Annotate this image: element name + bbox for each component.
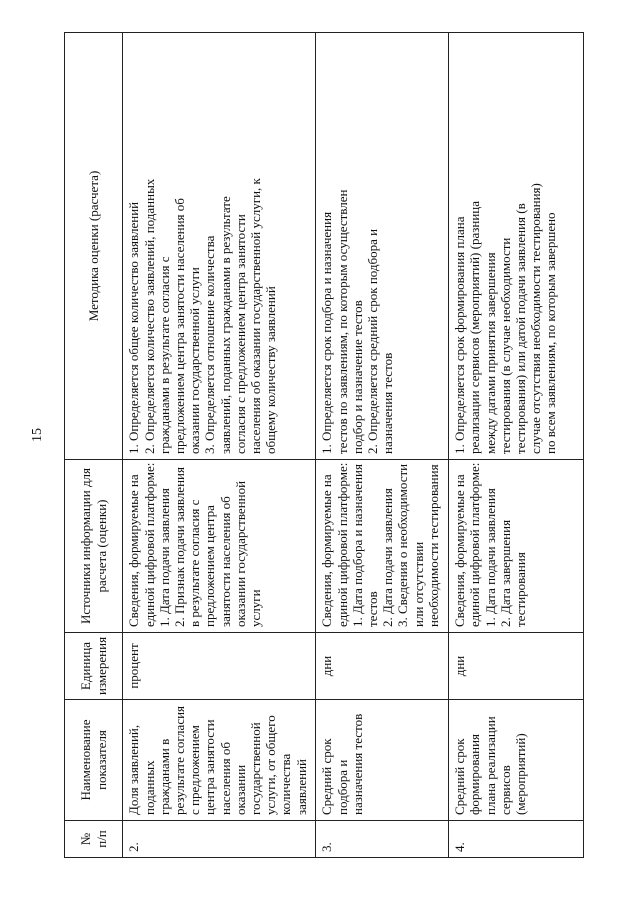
text-line: оказании государственной	[232, 480, 248, 627]
header-unit-line: измерения	[93, 636, 109, 695]
text-line: согласия с предложением центра занятости	[232, 214, 248, 454]
header-name	[65, 700, 123, 821]
text-line: гражданами в результате согласия с	[156, 256, 172, 454]
text-line: 1. Определяется срок подбора и назначения	[319, 211, 335, 454]
table-header-row	[65, 33, 123, 858]
text-line: 1. Дата подачи заявления	[482, 488, 498, 627]
text-line: гражданами в	[156, 738, 172, 815]
text-line: 2. Дата подачи заявления	[380, 488, 396, 627]
text-line: 1. Определяется срок формирования плана	[452, 216, 468, 454]
text-line: сервисов	[497, 765, 513, 815]
text-line: между датами принятия завершения	[482, 252, 498, 454]
text-line: тестов	[365, 591, 381, 627]
text-line: населения об оказании государственной услуги, к	[247, 178, 263, 454]
text-line: количества	[278, 753, 294, 815]
header-method	[65, 33, 123, 460]
text-line: оказании государственной услуги	[187, 267, 203, 454]
text-line: 2. Дата завершения	[497, 519, 513, 627]
text-line: государственной	[247, 722, 263, 815]
text-line: подбор и назначение тестов	[349, 300, 365, 454]
text-line: случае отсутствия необходимости тестирования)	[528, 183, 544, 454]
text-line: занятости населения об	[217, 496, 233, 627]
text-line: Доля заявлений,	[126, 724, 142, 815]
text-line: 2. Определяется количество заявлений, поданных	[141, 178, 157, 454]
information-source	[449, 460, 584, 633]
header-source-line: расчета (оценки)	[93, 499, 109, 593]
text-line: с предложением	[187, 725, 203, 815]
text-line: реализации сервисов (мероприятий) (разница	[467, 200, 483, 454]
text-line: 2. Признак подачи заявления	[171, 467, 187, 627]
header-num	[65, 821, 123, 858]
text-line: назначения тестов	[349, 713, 365, 815]
text-line: предложением центра	[202, 505, 218, 627]
text-line: поданных	[141, 760, 157, 815]
unit-of-measure: процент	[123, 633, 316, 700]
text-line: тестирования	[513, 552, 529, 627]
header-source	[65, 460, 123, 633]
text-line: центра занятости	[202, 719, 218, 815]
indicators-table	[64, 32, 584, 858]
text-line: по всем заявлениям, по которым завершено	[543, 212, 559, 454]
calculation-method	[316, 33, 449, 460]
row-number: 2.	[123, 821, 316, 858]
information-source	[123, 460, 316, 633]
text-line: результате согласия	[171, 705, 187, 815]
text-line: общему количеству заявлений	[263, 286, 279, 454]
header-num-line: №	[78, 832, 94, 846]
text-line: 2. Определяется средний срок подбора и	[365, 228, 381, 454]
text-line: необходимости тестирования	[425, 464, 441, 627]
text-line: единой цифровой платформе:	[141, 462, 157, 627]
table-row	[316, 33, 449, 858]
text-line: заявлений	[293, 759, 309, 815]
text-line: 1. Дата подбора и назначения	[349, 464, 365, 627]
text-line: заявлений, поданных гражданами в результате	[217, 196, 233, 454]
text-line: в результате согласия с	[187, 499, 203, 627]
header-unit	[65, 633, 123, 700]
text-line: назначения тестов	[380, 352, 396, 454]
header-num-line: п/п	[93, 830, 109, 848]
text-line: оказании	[232, 764, 248, 815]
header-name-line: Наименование	[78, 719, 94, 801]
text-line: плана реализации	[482, 716, 498, 815]
calculation-method	[123, 33, 316, 460]
text-line: 3. Определяется отношение количества	[202, 235, 218, 454]
text-line: 1. Дата подачи заявления	[156, 488, 172, 627]
table-row	[123, 33, 316, 858]
text-line: тестирования (в случае необходимости	[497, 237, 513, 454]
text-line: подбора и	[334, 759, 350, 815]
text-line: единой цифровой платформе:	[334, 462, 350, 627]
header-method-line: Методика оценки (расчета)	[86, 170, 102, 322]
information-source	[316, 460, 449, 633]
indicator-name	[449, 700, 584, 821]
table-row	[449, 33, 584, 858]
row-number: 3.	[316, 821, 449, 858]
text-line: тестов по заявлениям, по которым осуществлен	[334, 189, 350, 454]
text-line: услуги	[247, 589, 263, 627]
text-line: Сведения, формируемые на	[452, 474, 468, 627]
text-line: населения об	[217, 742, 233, 815]
text-line: 3. Сведения о необходимости	[395, 463, 411, 627]
indicator-name	[316, 700, 449, 821]
header-unit-line: Единица	[78, 641, 94, 691]
text-line: Сведения, формируемые на	[126, 474, 142, 627]
text-line: (мероприятий)	[513, 733, 529, 815]
text-line: Сведения, формируемые на	[319, 474, 335, 627]
row-number: 4.	[449, 821, 584, 858]
page-number: 15	[30, 428, 45, 442]
header-source-line: Источники информации для	[78, 467, 94, 625]
text-line: Средний срок	[319, 738, 335, 815]
unit-of-measure: дни	[316, 633, 449, 700]
rotated-table-container	[64, 32, 584, 858]
text-line: Средний срок	[452, 738, 468, 815]
text-line: услуги, от общего	[263, 715, 279, 815]
text-line: тестирования) или датой подачи заявления (в	[513, 203, 529, 454]
indicator-name	[123, 700, 316, 821]
calculation-method	[449, 33, 584, 460]
text-line: единой цифровой платформе:	[467, 462, 483, 627]
text-line: или отсутствии	[410, 541, 426, 627]
text-line: 1. Определяется общее количество заявлений	[126, 201, 142, 454]
text-line: формирования	[467, 733, 483, 815]
header-name-line: показателя	[93, 730, 109, 790]
text-line: предложением центра занятости населения об	[171, 198, 187, 454]
unit-of-measure: дни	[449, 633, 584, 700]
